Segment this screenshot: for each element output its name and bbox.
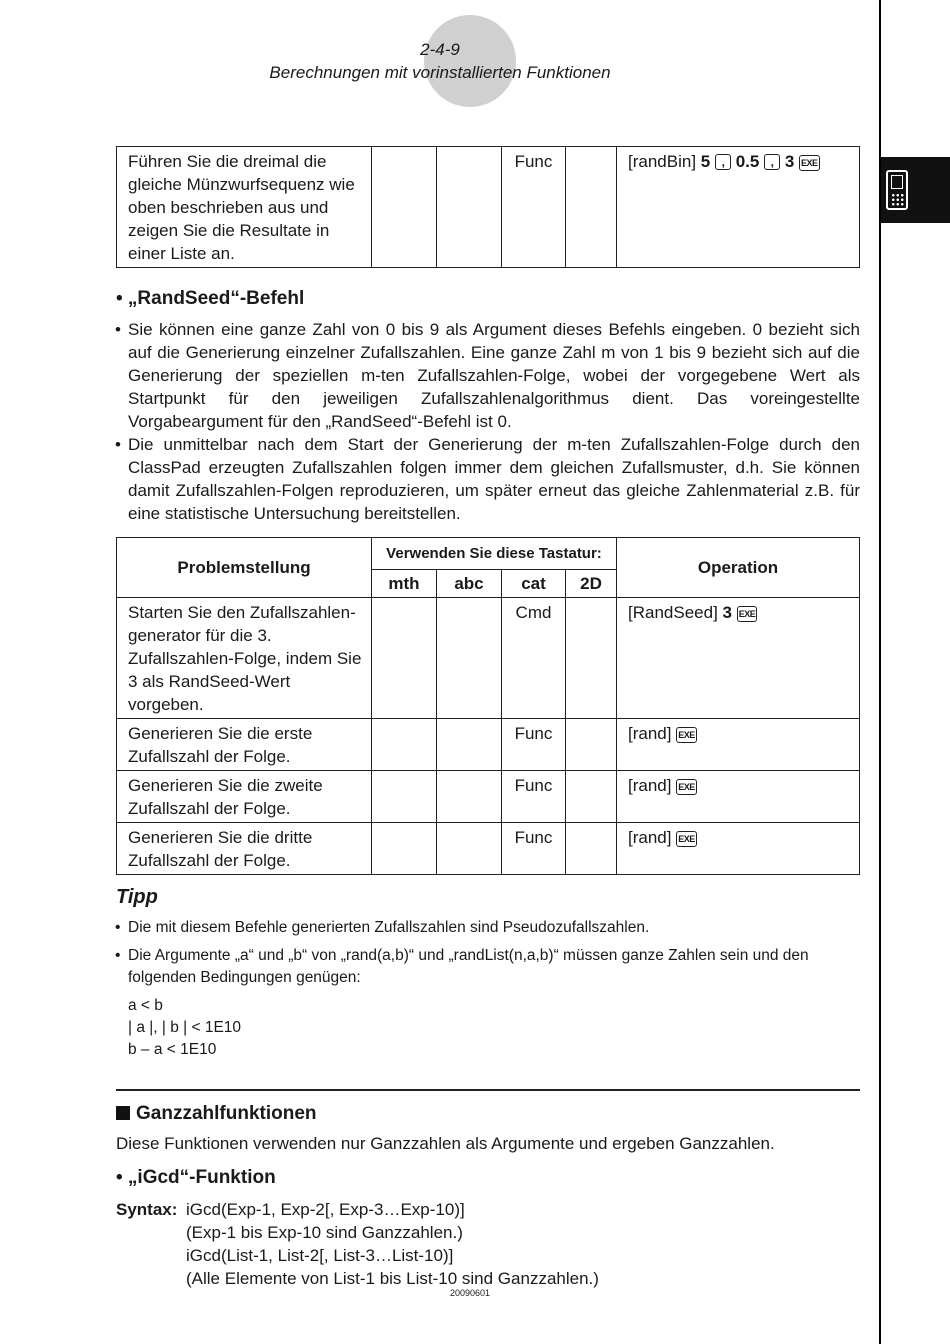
syntax-lines: iGcd(Exp-1, Exp-2[, Exp-3…Exp-10)] (Exp-1 bis Exp-10 sind Ganzzahlen.) iGcd(List-1, List-2[, List-3…List-10)] (Alle Elemente von List-1 bis List-10 sind Ganzzahlen.) — [186, 1200, 599, 1288]
randbin-table — [116, 146, 860, 268]
ganzzahl-intro: Diese Funktionen verwenden nur Ganzzahlen als Argumente und ergeben Ganzzahlen. — [116, 1134, 775, 1153]
exe-key-icon: EXE — [676, 831, 697, 847]
exe-key-icon: EXE — [676, 727, 697, 743]
footer-code: 20090601 — [449, 1288, 491, 1298]
exe-key-icon: EXE — [737, 606, 758, 622]
table-row: Generieren Sie die dritte Zufallszahl der Folge. Func [rand] EXE — [117, 823, 860, 875]
header-cat: cat — [502, 570, 566, 598]
calculator-icon — [886, 170, 908, 210]
comma-key-icon: , — [715, 154, 731, 170]
bullet-item: • Die Argumente „a“ und „b“ von „rand(a,b)“ und „randList(n,a,b)“ müssen ganze Zahlen sein und den folgenden Bedingungen genügen: — [116, 945, 860, 989]
ganzzahl-heading: Ganzzahlfunktionen — [116, 1103, 317, 1125]
table-header-row — [117, 538, 860, 570]
section-divider — [116, 1089, 860, 1091]
randseed-heading: • „RandSeed“-Befehl — [116, 288, 305, 309]
operation-cell: [randBin] 5 , 0.5 , 3 EXE — [617, 147, 860, 268]
header-abc: abc — [437, 570, 502, 598]
cat-cell: Func — [502, 147, 566, 268]
table-row — [117, 147, 860, 268]
header-keyboard: Verwenden Sie diese Tastatur: — [372, 538, 617, 570]
table-row: Generieren Sie die zweite Zufallszahl der Folge. Func [rand] EXE — [117, 771, 860, 823]
header-mth: mth — [372, 570, 437, 598]
header-operation: Operation — [617, 538, 860, 598]
igcd-heading: • „iGcd“-Funktion — [116, 1167, 276, 1188]
page-number: 2-4-9 — [420, 40, 460, 59]
exe-key-icon: EXE — [799, 155, 820, 171]
randseed-table — [116, 537, 860, 875]
problem-cell: Führen Sie die dreimal die gleiche Münzwurfsequenz wie oben beschrieben aus und zeigen Sie die Resultate in einer Liste an. — [117, 147, 372, 268]
syntax-label: Syntax: — [116, 1200, 178, 1219]
bullet-item: • Die unmittelbar nach dem Start der Generierung der m-ten Zufallszahlen-Folge durch den ClassPad erzeugten Zufallszahlen folgen immer dem gleichen Zufallsmuster, d.h. Sie können damit Zufallszahlen-Folgen reproduzieren, um später erneut das gleiche Zahlenmaterial z.B. für eine statistische Untersuchung bereitstellen. — [116, 433, 860, 525]
exe-key-icon: EXE — [676, 779, 697, 795]
page-title: Berechnungen mit vorinstallierten Funktionen — [269, 63, 611, 82]
tipp-text — [116, 917, 860, 1061]
randseed-text — [116, 318, 860, 525]
table-row: Starten Sie den Zufallszahlen-generator für die 3. Zufallszahlen-Folge, indem Sie 3 als RandSeed-Wert vorgeben. Cmd [RandSeed] 3 EXE — [117, 598, 860, 719]
tipp-heading: Tipp — [116, 886, 158, 908]
header-2d: 2D — [566, 570, 617, 598]
conditions: a < b | a |, | b | < 1E10 b – a < 1E10 — [128, 997, 242, 1058]
bullet-item: • Sie können eine ganze Zahl von 0 bis 9 als Argument dieses Befehls eingeben. 0 bezieht sich auf die Generierung einzelner Zufallszahlen. Eine ganze Zahl m von 1 bis 9 bezieht sich auf die Generierung der speziellen m-ten Zufallszahlen-Folge, wobei der vorgegebene Wert als Startpunkt für den jeweiligen Zufallszahlenalgorithmus dient. Das voreingestellte Vorgabeargument für den „RandSeed“-Befehl ist 0. — [116, 318, 860, 433]
comma-key-icon: , — [764, 154, 780, 170]
bullet-item: • Die mit diesem Befehle generierten Zufallszahlen sind Pseudozufallszahlen. — [116, 917, 860, 939]
square-bullet-icon — [116, 1106, 130, 1120]
header-problem: Problemstellung — [117, 538, 372, 598]
table-row: Generieren Sie die erste Zufallszahl der Folge. Func [rand] EXE — [117, 719, 860, 771]
page-number-circle — [424, 15, 516, 107]
